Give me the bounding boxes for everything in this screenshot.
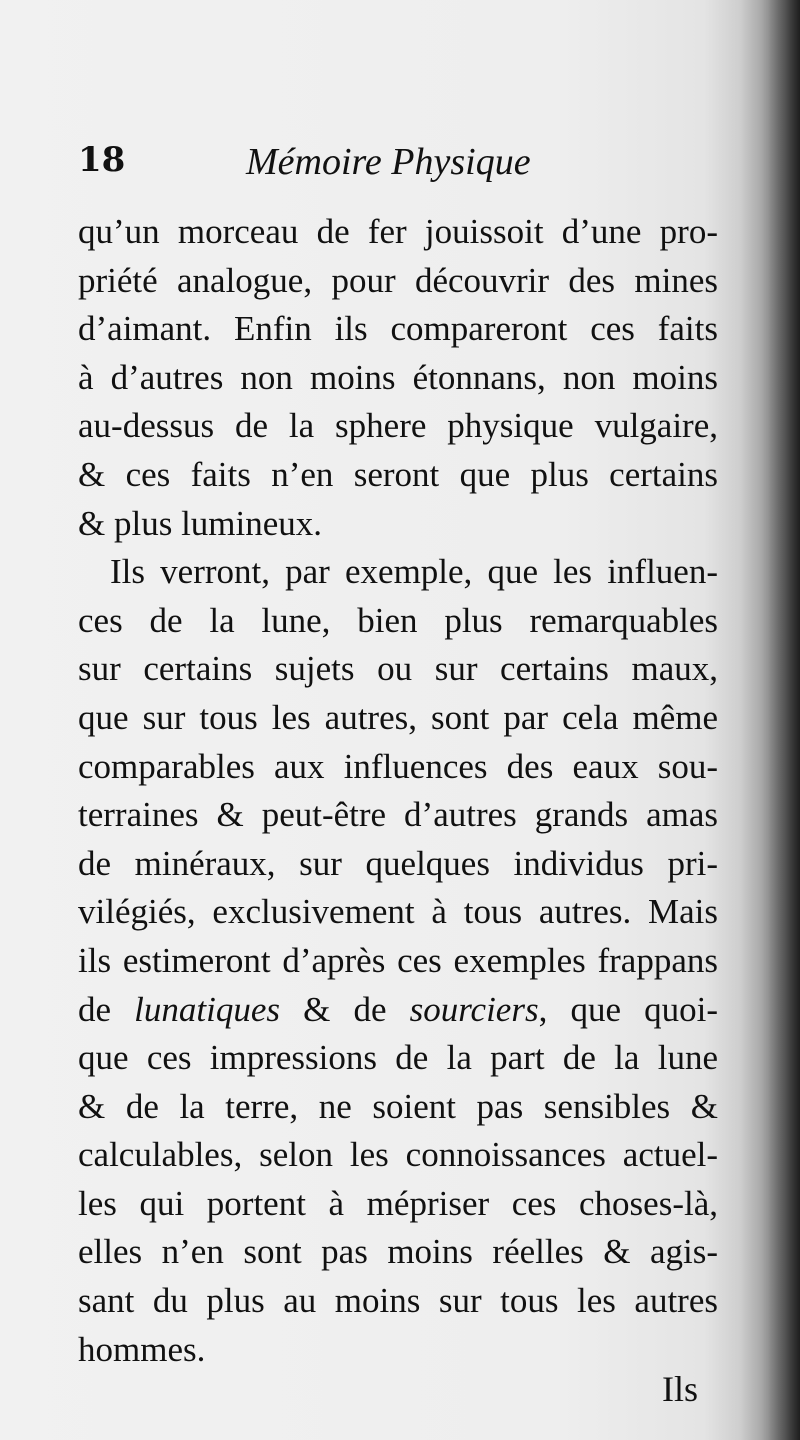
text-line: priété analogue, pour découvrir des mines	[78, 260, 718, 300]
running-head	[78, 140, 548, 190]
text-line: vilégiés, exclusivement à tous autres. Mais	[78, 892, 718, 932]
text-line: comparables aux influences des eaux sou-	[78, 746, 718, 786]
text-line: Ils verront, par exemple, que les influen-	[110, 552, 718, 592]
text-line: hommes.	[78, 1329, 206, 1369]
text-line: ces de la lune, bien plus remarquables	[78, 600, 718, 640]
italic-term-sourciers: sourciers	[409, 989, 539, 1029]
page-edge-shadow	[740, 0, 800, 1440]
text-line: ils estimeront d’après ces exemples frappans	[78, 940, 718, 980]
text-line: que sur tous les autres, sont par cela même	[78, 697, 718, 737]
running-title: Mémoire Physique	[246, 141, 531, 183]
text-line: & ces faits n’en seront que plus certains	[78, 454, 718, 494]
text-fragment: & de	[279, 989, 410, 1029]
text-line: calculables, selon les connoissances actuel-	[78, 1135, 718, 1175]
italic-term-lunatiques: lunatiques	[134, 989, 280, 1029]
text-line: sant du plus au moins sur tous les autres	[78, 1281, 718, 1321]
text-line: elles n’en sont pas moins réelles & agis-	[78, 1232, 718, 1272]
text-line	[78, 986, 718, 1035]
text-fragment: de	[78, 989, 135, 1029]
text-line: d’aimant. Enfin ils compareront ces faits	[78, 309, 718, 349]
text-line: de minéraux, sur quelques individus pri-	[78, 843, 718, 883]
text-line: les qui portent à mépriser ces choses-là,	[78, 1183, 718, 1223]
text-line: au-dessus de la sphere physique vulgaire,	[78, 406, 718, 446]
text-line: & de la terre, ne soient pas sensibles &	[78, 1086, 718, 1126]
page-number: 18	[78, 140, 126, 180]
text-line: terraines & peut-être d’autres grands amas	[78, 795, 718, 835]
text-line: sur certains sujets ou sur certains maux,	[78, 649, 718, 689]
text-fragment: , que quoi-	[538, 989, 718, 1029]
text-line: que ces impressions de la part de la lune	[78, 1038, 718, 1078]
catchword: Ils	[662, 1369, 698, 1409]
text-line: qu’un morceau de fer jouissoit d’une pro-	[78, 212, 718, 251]
text-line: & plus lumineux.	[78, 503, 323, 543]
body-text	[78, 208, 718, 1374]
text-line: à d’autres non moins étonnans, non moins	[78, 357, 718, 397]
